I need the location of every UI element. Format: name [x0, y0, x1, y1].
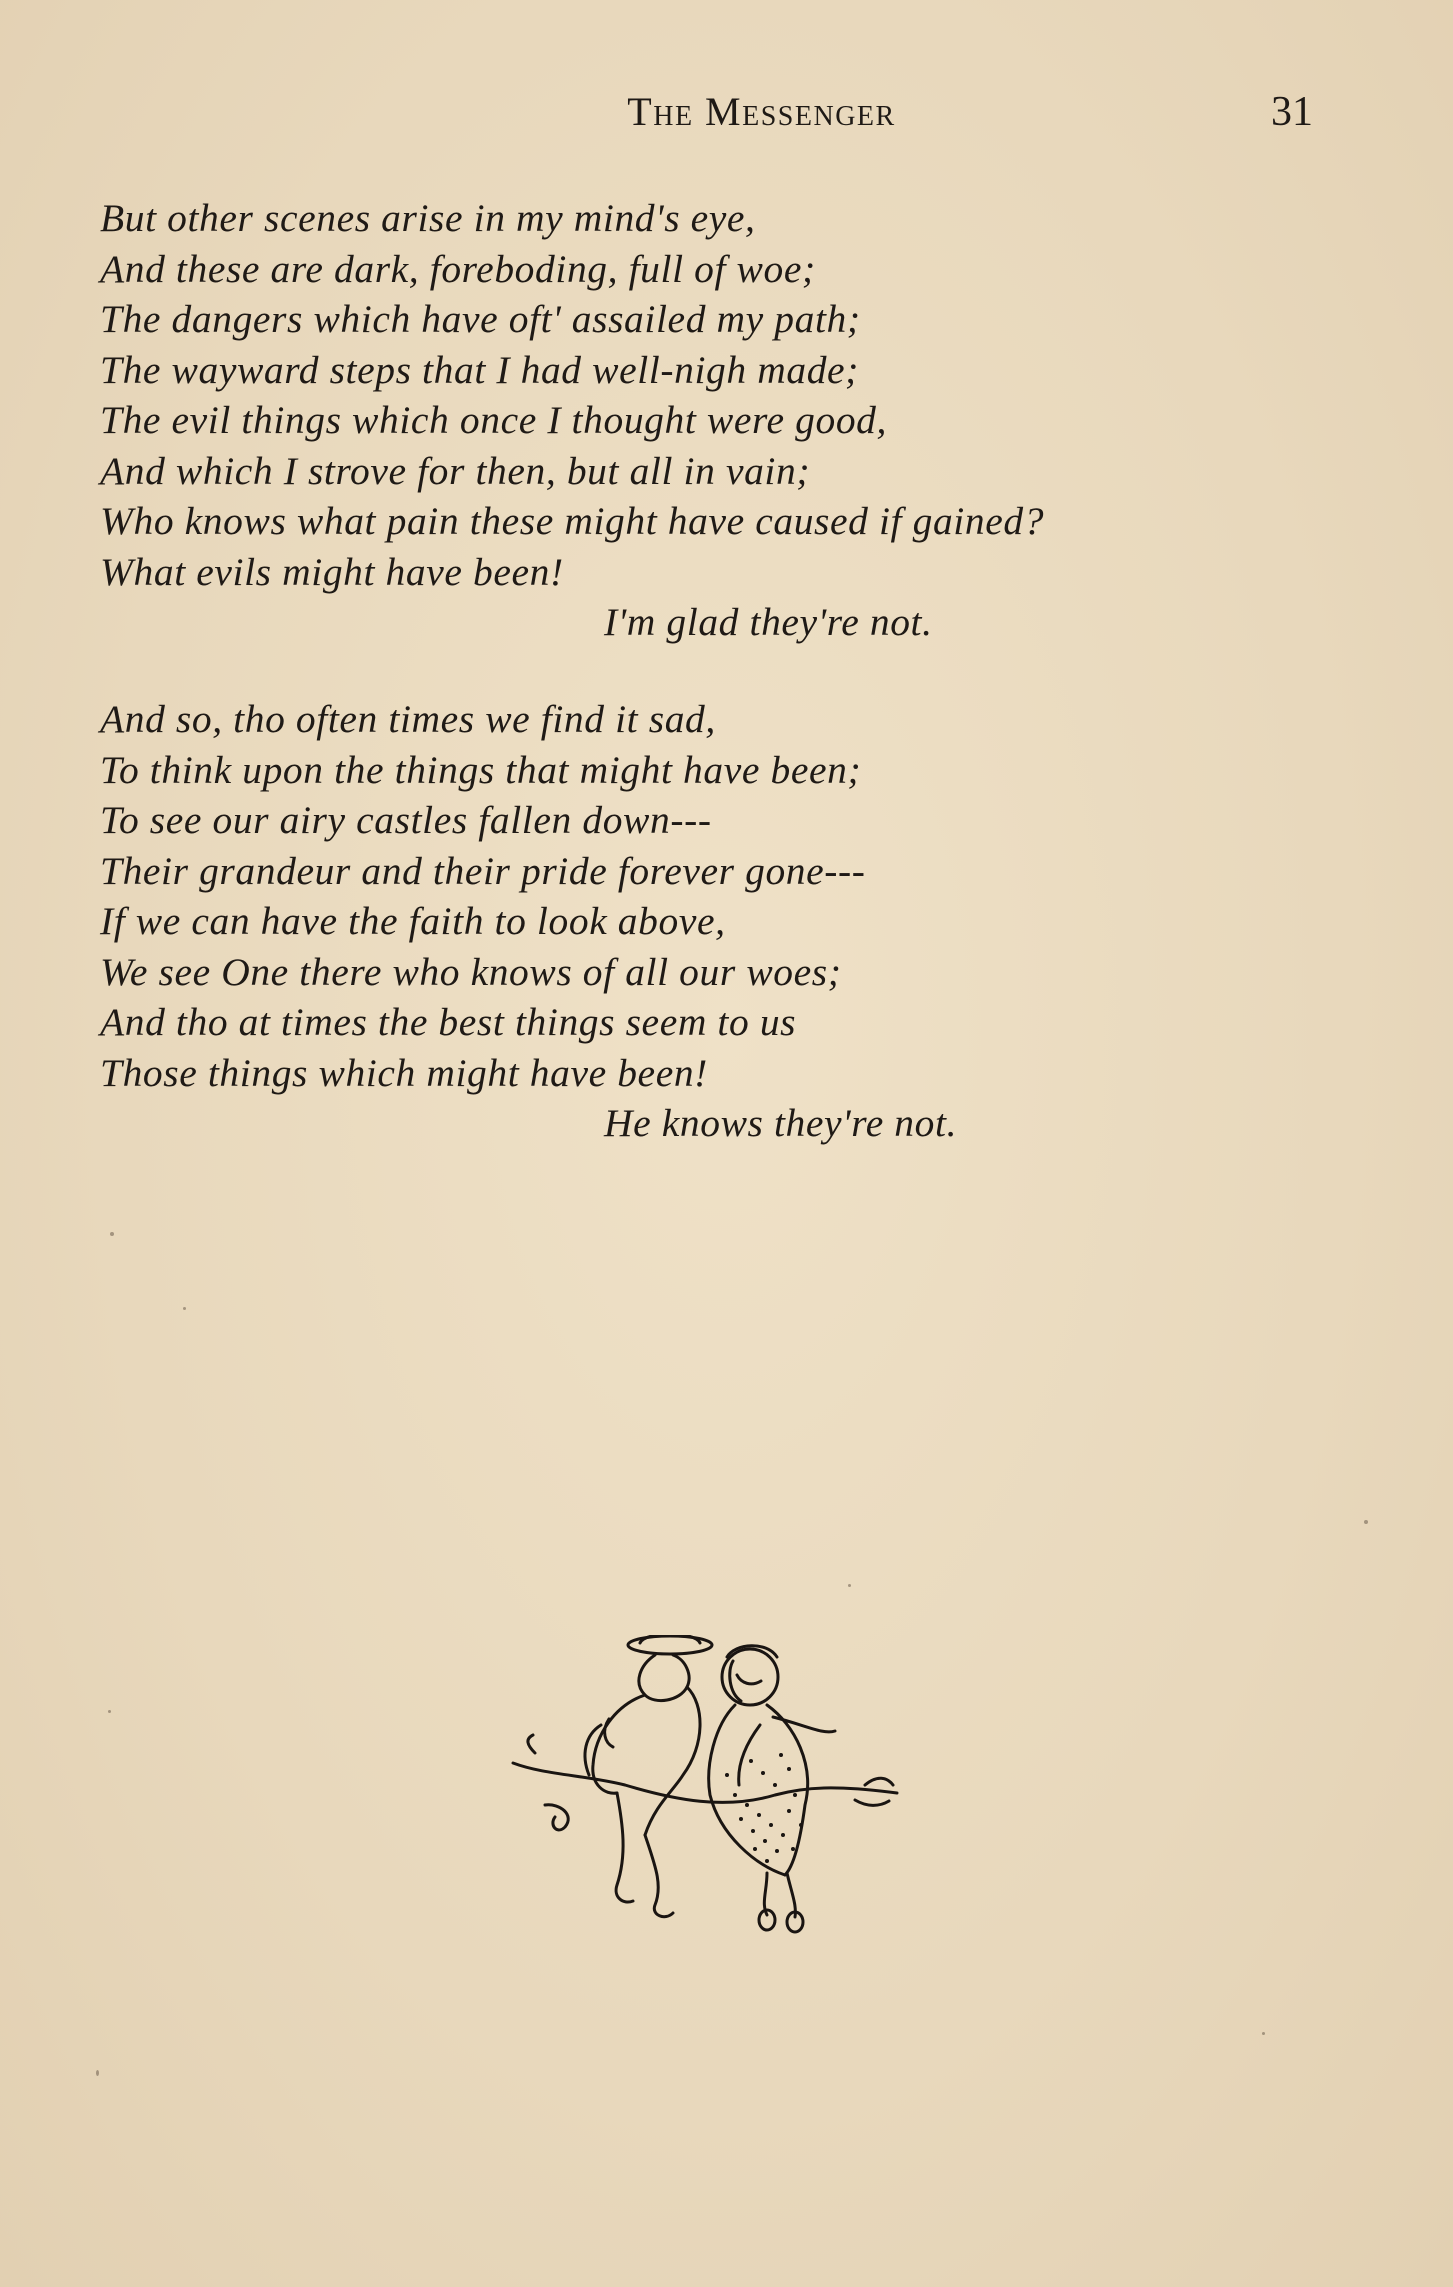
paper-speck: [848, 1584, 851, 1587]
poem-line: We see One there who knows of all our woes;: [100, 949, 842, 994]
poem-line: But other scenes arise in my mind's eye,: [100, 196, 756, 240]
paper-speck: [183, 1307, 186, 1310]
running-title: The Messenger: [627, 89, 896, 134]
poem-line: What evils might have been!: [100, 549, 564, 594]
poem-line: To think upon the things that might have been;: [100, 747, 862, 792]
poem-line: And tho at times the best things seem to us: [100, 1000, 797, 1044]
paper-speck: [1262, 2032, 1265, 2035]
poem-line: And these are dark, foreboding, full of woe;: [100, 246, 816, 291]
poem-line: Who knows what pain these might have caused if gained?: [100, 499, 1045, 543]
page-number: 31: [1271, 89, 1313, 135]
children-on-branch-icon: [505, 1635, 905, 1935]
poem-line: And which I strove for then, but all in vain;: [100, 448, 811, 493]
poem-closing-line: He knows they're not.: [604, 1101, 958, 1145]
paper-speck: [96, 2070, 99, 2076]
poem-line: To see our airy castles fallen down---: [100, 798, 712, 842]
poem-line: The wayward steps that I had well-nigh made;: [100, 347, 859, 392]
poem-line: If we can have the faith to look above,: [100, 899, 726, 943]
paper-speck: [110, 1232, 114, 1236]
poem-line: Those things which might have been!: [100, 1050, 708, 1095]
running-head: [100, 88, 1313, 138]
stanza-2: [100, 694, 1340, 1149]
poem-line: And so, tho often times we find it sad,: [100, 697, 716, 741]
stanza-1: [100, 193, 1340, 648]
poem-line: The dangers which have oft' assailed my path;: [100, 297, 861, 341]
paper-speck: [1364, 1520, 1368, 1524]
poem-line: Their grandeur and their pride forever gone---: [100, 848, 866, 893]
paper-speck: [108, 1710, 111, 1713]
poem-line: The evil things which once I thought were good,: [100, 398, 887, 442]
poem-closing-line: I'm glad they're not.: [604, 600, 933, 644]
